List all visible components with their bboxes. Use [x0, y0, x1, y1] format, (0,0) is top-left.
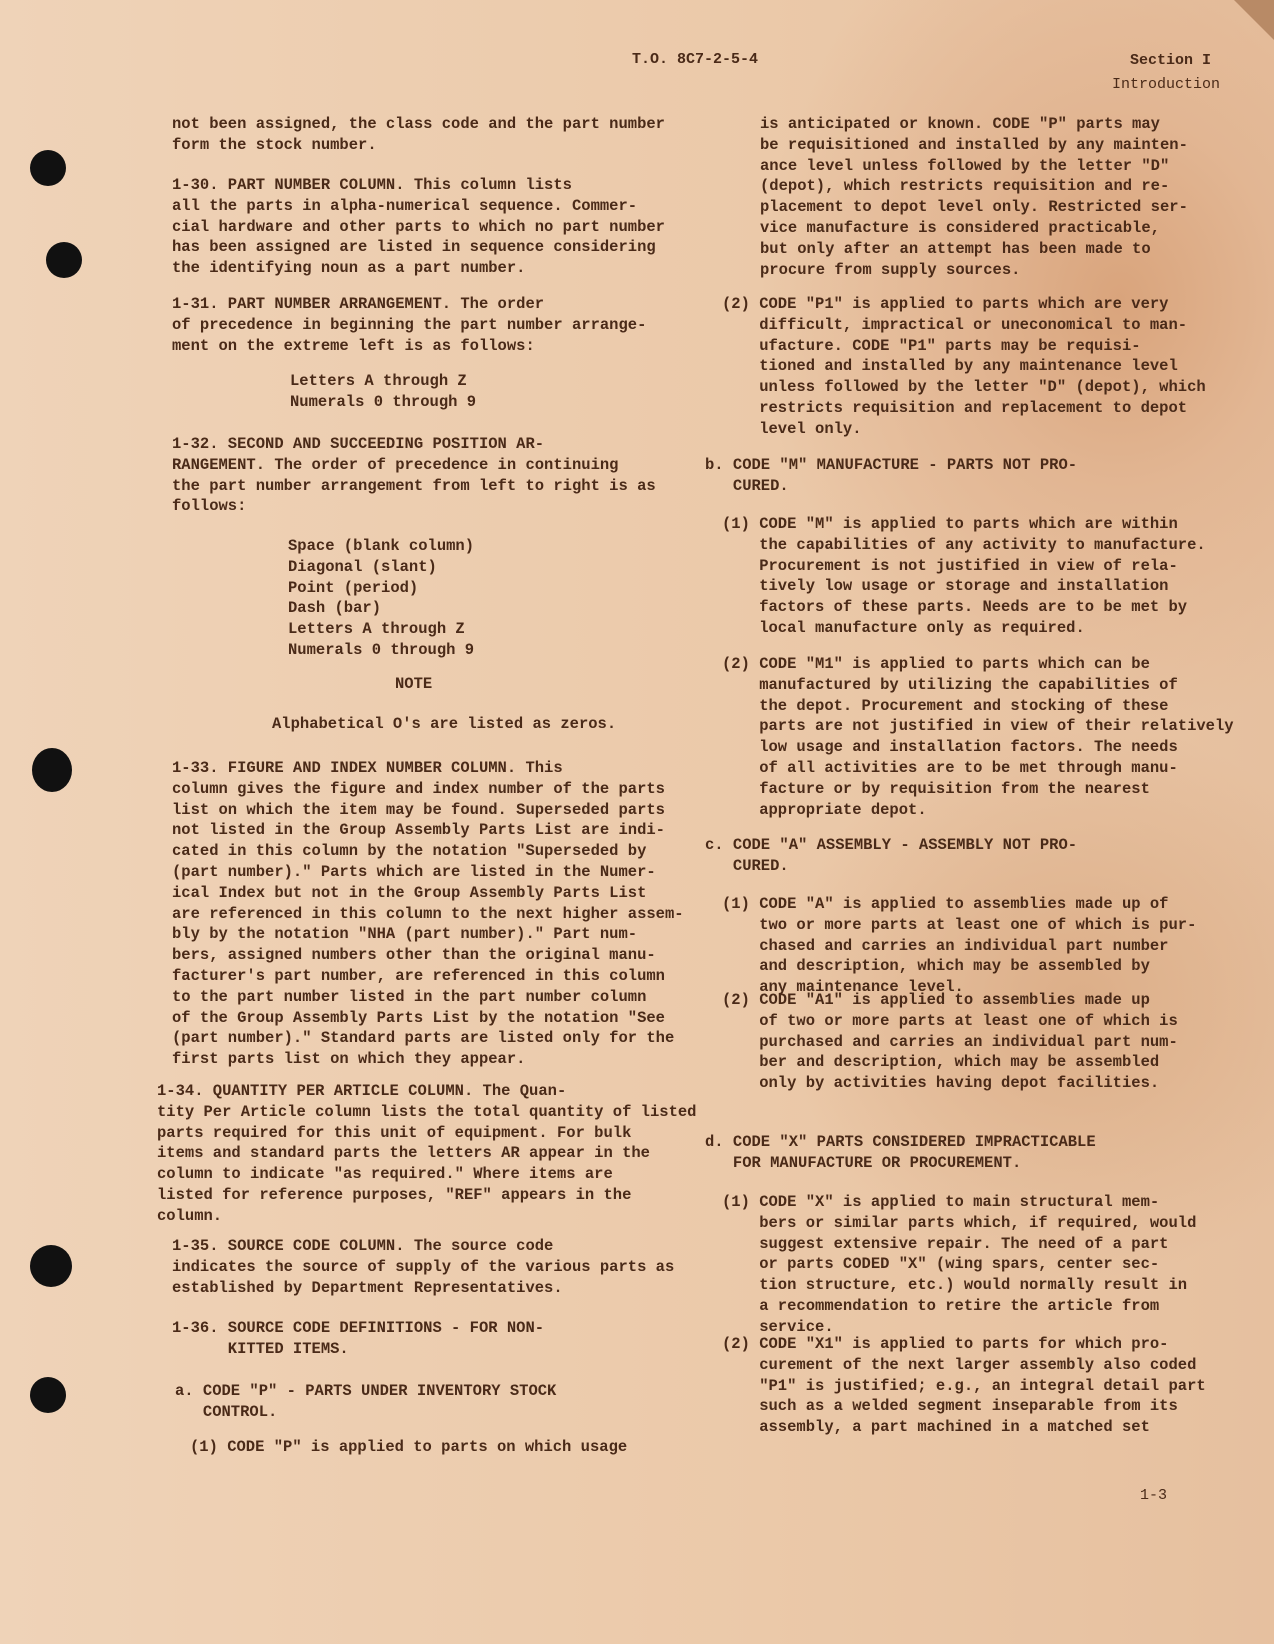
text-line: only by activities having depot facilities. — [722, 1074, 1160, 1093]
text-line: tioned and installed by any maintenance level — [722, 357, 1178, 376]
paragraph — [705, 455, 1077, 497]
text-line: parts required for this unit of equipment. For bulk — [157, 1123, 632, 1142]
paragraph — [760, 114, 1188, 280]
section-title: Introduction — [1112, 76, 1221, 93]
text-line: Letters A through Z — [290, 372, 467, 390]
paragraph — [722, 1192, 1196, 1338]
text-line: Space (blank column) — [288, 537, 475, 555]
punch-hole — [30, 150, 66, 186]
text-line: or parts CODED "X" (wing spars, center sec- — [722, 1255, 1160, 1274]
text-line: any maintenance level. — [722, 978, 964, 997]
text-line: bly by the notation "NHA (part number)." Part num- — [172, 925, 638, 944]
text-line: Numerals 0 through 9 — [288, 640, 475, 659]
text-line: 1-34. QUANTITY PER ARTICLE COLUMN. The Quan- — [157, 1082, 567, 1100]
text-line: NOTE — [395, 675, 433, 693]
section-label: Section I — [1130, 52, 1212, 69]
text-line: (part number)." Parts which are listed in the Numer- — [172, 862, 656, 881]
text-line: local manufacture only as required. — [722, 618, 1085, 637]
text-line: is anticipated or known. CODE "P" parts may — [760, 115, 1160, 133]
text-line: cated in this column by the notation "Superseded by — [172, 842, 647, 861]
text-line: Procurement is not justified in view of rela- — [722, 556, 1178, 575]
text-line: tity Per Article column lists the total quantity of listed — [157, 1102, 697, 1121]
punch-hole — [46, 242, 82, 278]
text-line: Alphabetical O's are listed as zeros. — [272, 715, 617, 733]
paragraph — [722, 1334, 1206, 1438]
text-line: appropriate depot. — [722, 800, 927, 819]
text-line: CURED. — [705, 476, 789, 495]
page-number: 1-3 — [1140, 1487, 1168, 1504]
text-line: column gives the figure and index number of the parts — [172, 779, 665, 798]
paragraph — [722, 990, 1178, 1094]
text-line: difficult, impractical or uneconomical to man- — [722, 315, 1188, 334]
paragraph — [288, 536, 474, 661]
text-line: of the Group Assembly Parts List by the notation "See — [172, 1008, 665, 1027]
text-line: items and standard parts the letters AR appear in the — [157, 1144, 650, 1163]
paragraph — [172, 1236, 674, 1298]
text-line: bers, assigned numbers other than the original manu- — [172, 946, 656, 965]
text-line: manufactured by utilizing the capabilities of — [722, 675, 1178, 694]
text-line: (2) CODE "X1" is applied to parts for which pro- — [722, 1335, 1169, 1353]
text-line: but only after an attempt has been made to — [760, 239, 1151, 258]
paragraph — [705, 835, 1077, 877]
paragraph — [157, 1081, 697, 1227]
paragraph — [722, 294, 1206, 440]
text-line: tively low usage or storage and installation — [722, 577, 1169, 596]
text-line: the depot. Procurement and stocking of these — [722, 696, 1169, 715]
text-line: column to indicate "as required." Where items are — [157, 1165, 613, 1184]
text-line: Point (period) — [288, 578, 419, 597]
text-line: (1) CODE "P" is applied to parts on which usage — [190, 1438, 628, 1456]
paragraph — [722, 894, 1196, 998]
text-line: (2) CODE "A1" is applied to assemblies made up — [722, 991, 1150, 1009]
text-line: of two or more parts at least one of which is — [722, 1011, 1178, 1030]
text-line: Diagonal (slant) — [288, 557, 437, 576]
text-line: two or more parts at least one of which is pur- — [722, 915, 1197, 934]
text-line: FOR MANUFACTURE OR PROCUREMENT. — [705, 1153, 1022, 1172]
text-line: not listed in the Group Assembly Parts List are indi- — [172, 821, 665, 840]
text-line: purchased and carries an individual part num- — [722, 1032, 1178, 1051]
text-line: the capabilities of any activity to manufacture. — [722, 535, 1206, 554]
text-line: (2) CODE "P1" is applied to parts which are very — [722, 295, 1169, 313]
text-line: (1) CODE "X" is applied to main structural mem- — [722, 1193, 1160, 1211]
doc-number: T.O. 8C7-2-5-4 — [632, 51, 759, 68]
paragraph — [722, 654, 1234, 820]
text-line: has been assigned are listed in sequence considering — [172, 238, 656, 257]
paragraph — [172, 1318, 544, 1360]
text-line: unless followed by the letter "D" (depot), which — [722, 378, 1206, 397]
text-line: curement of the next larger assembly also coded — [722, 1355, 1197, 1374]
text-line: ufacture. CODE "P1" parts may be requisi- — [722, 336, 1141, 355]
text-line: column. — [157, 1206, 223, 1225]
text-line: CURED. — [705, 856, 789, 875]
text-line: of precedence in beginning the part number arrange- — [172, 315, 647, 334]
paragraph — [722, 514, 1206, 639]
text-line: list on which the item may be found. Superseded parts — [172, 800, 665, 819]
punch-hole — [30, 1377, 66, 1413]
paragraph — [290, 371, 476, 413]
text-line: not been assigned, the class code and the part number — [172, 115, 665, 133]
text-line: chased and carries an individual part number — [722, 936, 1169, 955]
text-line: and description, which may be assembled by — [722, 957, 1150, 976]
text-line: 1-32. SECOND AND SUCCEEDING POSITION AR- — [172, 435, 545, 453]
text-line: (1) CODE "A" is applied to assemblies made up of — [722, 895, 1169, 913]
text-line: the part number arrangement from left to right is as — [172, 476, 656, 495]
text-line: (1) CODE "M" is applied to parts which are within — [722, 515, 1178, 533]
text-line: 1-36. SOURCE CODE DEFINITIONS - FOR NON- — [172, 1319, 545, 1337]
page-corner — [1234, 0, 1274, 40]
punch-hole — [30, 1245, 72, 1287]
text-line: facturer's part number, are referenced in this column — [172, 966, 665, 985]
text-line: vice manufacture is considered practicable, — [760, 218, 1160, 237]
paragraph — [172, 175, 665, 279]
text-line: service. — [722, 1317, 834, 1336]
text-line: established by Department Representatives. — [172, 1278, 563, 1297]
text-line: "P1" is justified; e.g., an integral detail part — [722, 1376, 1206, 1395]
text-line: facture or by requisition from the nearest — [722, 779, 1150, 798]
paragraph — [172, 294, 646, 356]
text-line: 1-30. PART NUMBER COLUMN. This column lists — [172, 176, 572, 194]
paragraph — [190, 1437, 627, 1458]
text-line: to the part number listed in the part number column — [172, 987, 647, 1006]
text-line: KITTED ITEMS. — [172, 1339, 349, 1358]
text-line: suggest extensive repair. The need of a part — [722, 1234, 1169, 1253]
text-line: follows: — [172, 497, 247, 516]
paragraph — [172, 758, 684, 1070]
text-line: indicates the source of supply of the various parts as — [172, 1257, 675, 1276]
punch-hole — [32, 748, 72, 792]
text-line: b. CODE "M" MANUFACTURE - PARTS NOT PRO- — [705, 456, 1078, 474]
text-line: a recommendation to retire the article from — [722, 1296, 1160, 1315]
text-line: such as a welded segment inseparable from its — [722, 1397, 1178, 1416]
text-line: cial hardware and other parts to which no part number — [172, 217, 665, 236]
text-line: c. CODE "A" ASSEMBLY - ASSEMBLY NOT PRO- — [705, 836, 1078, 854]
text-line: tion structure, etc.) would normally result in — [722, 1276, 1188, 1295]
text-line: ber and description, which may be assembled — [722, 1053, 1160, 1072]
text-line: parts are not justified in view of their relatively — [722, 717, 1234, 736]
text-line: d. CODE "X" PARTS CONSIDERED IMPRACTICABLE — [705, 1133, 1096, 1151]
text-line: listed for reference purposes, "REF" appears in the — [157, 1185, 632, 1204]
text-line: 1-33. FIGURE AND INDEX NUMBER COLUMN. This — [172, 759, 563, 777]
text-line: 1-35. SOURCE CODE COLUMN. The source code — [172, 1237, 554, 1255]
text-line: bers or similar parts which, if required, would — [722, 1213, 1197, 1232]
text-line: 1-31. PART NUMBER ARRANGEMENT. The order — [172, 295, 545, 313]
text-line: are referenced in this column to the next higher assem- — [172, 904, 684, 923]
text-line: level only. — [722, 419, 862, 438]
paragraph — [395, 674, 432, 695]
paragraph — [705, 1132, 1096, 1174]
text-line: placement to depot level only. Restricted ser- — [760, 198, 1188, 217]
text-line: CONTROL. — [175, 1402, 278, 1421]
text-line: the identifying noun as a part number. — [172, 259, 526, 278]
text-line: assembly, a part machined in a matched set — [722, 1418, 1150, 1437]
text-line: ance level unless followed by the letter "D" — [760, 156, 1170, 175]
text-line: (part number)." Standard parts are listed only for the — [172, 1029, 675, 1048]
text-line: first parts list on which they appear. — [172, 1050, 526, 1069]
text-line: all the parts in alpha-numerical sequence. Commer- — [172, 196, 638, 215]
paragraph — [175, 1381, 556, 1423]
text-line: ment on the extreme left is as follows: — [172, 336, 535, 355]
text-line: Numerals 0 through 9 — [290, 392, 477, 411]
text-line: factors of these parts. Needs are to be met by — [722, 598, 1188, 617]
text-line: form the stock number. — [172, 135, 377, 154]
text-line: Letters A through Z — [288, 620, 465, 639]
text-line: low usage and installation factors. The needs — [722, 738, 1178, 757]
text-line: (depot), which restricts requisition and re- — [760, 177, 1170, 196]
text-line: Dash (bar) — [288, 599, 382, 618]
paragraph — [272, 714, 616, 735]
text-line: ical Index but not in the Group Assembly Parts List — [172, 883, 647, 902]
text-line: restricts requisition and replacement to depot — [722, 398, 1188, 417]
paragraph — [172, 434, 656, 517]
text-line: procure from supply sources. — [760, 260, 1021, 279]
paragraph — [172, 114, 665, 156]
text-line: RANGEMENT. The order of precedence in continuing — [172, 455, 619, 474]
text-line: of all activities are to be met through manu- — [722, 758, 1178, 777]
text-line: a. CODE "P" - PARTS UNDER INVENTORY STOCK — [175, 1382, 557, 1400]
text-line: be requisitioned and installed by any mainten- — [760, 135, 1188, 154]
text-line: (2) CODE "M1" is applied to parts which can be — [722, 655, 1150, 673]
